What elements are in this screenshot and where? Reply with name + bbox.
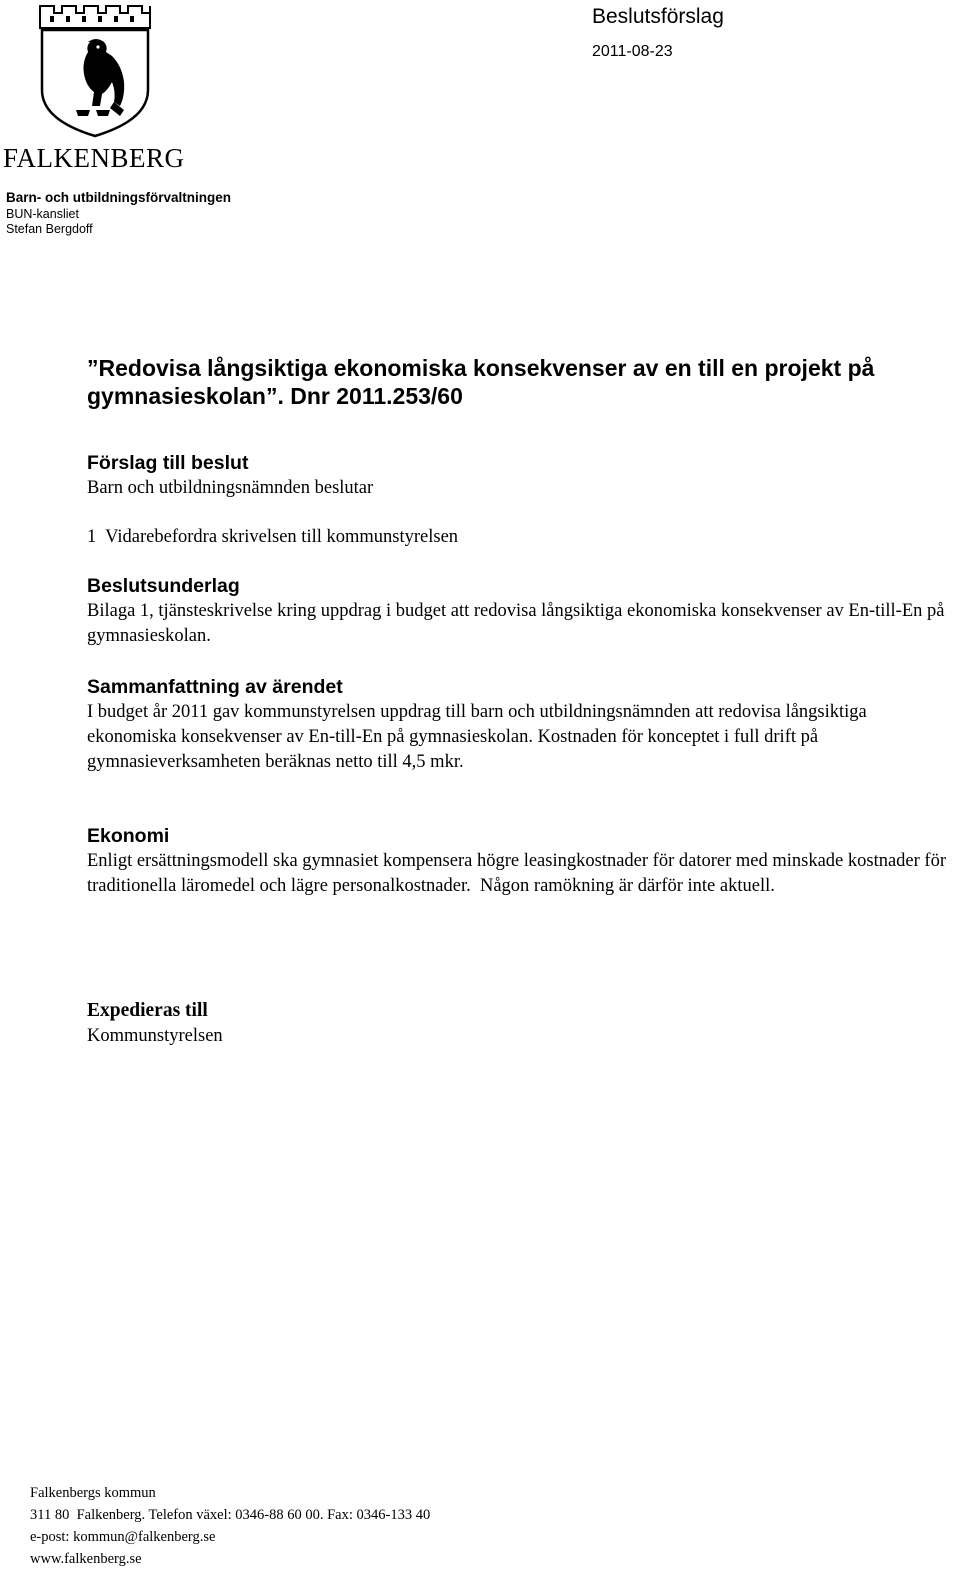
case-officer: Stefan Bergdoff	[6, 222, 93, 236]
footer-email: e-post: kommun@falkenberg.se	[30, 1529, 216, 1545]
coat-of-arms-logo	[36, 2, 154, 138]
proposal-item: 1 Vidarebefordra skrivelsen till kommunstyrelsen	[87, 527, 459, 547]
basis-heading: Beslutsunderlag	[87, 575, 240, 597]
footer-website: www.falkenberg.se	[30, 1551, 142, 1567]
summary-heading: Sammanfattning av ärendet	[87, 676, 343, 698]
document-date: 2011-08-23	[592, 43, 673, 60]
proposal-intro: Barn och utbildningsnämnden beslutar	[87, 478, 374, 498]
dispatch-heading: Expedieras till	[87, 1000, 208, 1021]
economy-text: Enligt ersättningsmodell ska gymnasiet kompensera högre leasingkostnader för datorer med minskade kostnader för traditionella läromedel och lägre personalkostnader. Någon ramökning är därför inte aktuell.	[87, 851, 951, 896]
document-title: ”Redovisa långsiktiga ekonomiska konsekvenser av en till en projekt på gymnasieskolan”. Dnr 2011.253/60	[87, 355, 875, 409]
basis-text: Bilaga 1, tjänsteskrivelse kring uppdrag i budget att redovisa långsiktiga ekonomiska konsekvenser av En-till-En på gymnasieskolan.	[87, 601, 945, 646]
economy-heading: Ekonomi	[87, 825, 170, 847]
footer-address: 311 80 Falkenberg. Telefon växel: 0346-88 60 00. Fax: 0346-133 40	[30, 1507, 431, 1523]
document-type: Beslutsförslag	[592, 5, 724, 28]
footer-municipality: Falkenbergs kommun	[30, 1485, 156, 1501]
dispatch-recipient: Kommunstyrelsen	[87, 1026, 223, 1046]
footer	[30, 1482, 430, 1570]
logo-wordmark: FALKENBERG	[3, 143, 185, 173]
organization-name: Barn- och utbildningsförvaltningen	[6, 190, 231, 205]
summary-text: I budget år 2011 gav kommunstyrelsen uppdrag till barn och utbildningsnämnden att redovisa långsiktiga ekonomiska konsekvenser av En-till-En på gymnasieskolan. Kostnaden för konceptet i full drift på gymnasieverksamheten beräknas netto till 4,5 mkr.	[87, 702, 867, 772]
organization-unit: BUN-kansliet	[6, 207, 79, 221]
proposal-heading: Förslag till beslut	[87, 452, 249, 474]
